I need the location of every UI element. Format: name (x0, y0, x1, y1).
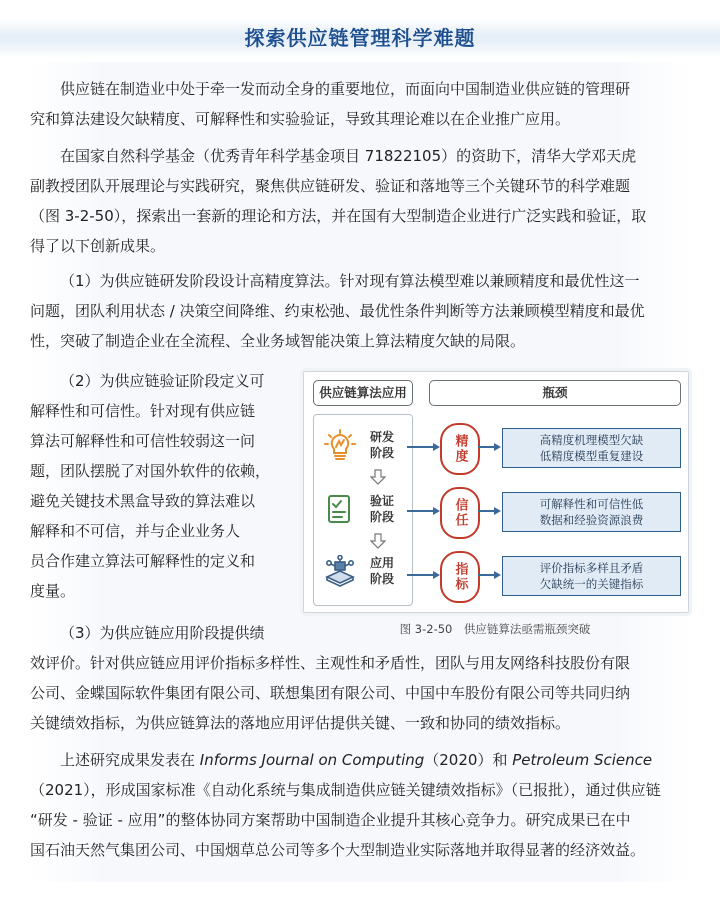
text-line: 员合作建立算法可解释性的定义和 (30, 552, 256, 570)
figure-caption: 图 3-2-50 供应链算法亟需瓶颈突破 (399, 622, 591, 636)
text-span: （2020）和 (424, 751, 513, 769)
arrow-right-icon (407, 442, 441, 452)
text-line: （图 3-2-50），探索出一套新的理论和方法，并在国有大型制造企业进行广泛实践和验证，取 (30, 207, 647, 225)
text-line: 关键绩效指标，为供应链算法的落地应用评估提供关键、一致和协同的绩效指标。 (30, 714, 571, 732)
text-line: 副教授团队开展理论与实践研究，聚焦供应链研发、验证和落地等三个关键环节的科学难题 (30, 177, 631, 195)
down-arrow-icon (370, 533, 386, 549)
bottleneck-line: 高精度机理模型欠缺 (539, 433, 644, 447)
bottleneck-box-verification (502, 492, 681, 532)
text-line: 国石油天然气集团公司、中国烟草总公司等多个大型制造业实际落地并取得显著的经济效益。 (30, 841, 646, 859)
stage-label-application: 应用阶段 (370, 556, 395, 586)
text-line: 公司、金蝶国际软件集团有限公司、联想集团有限公司、中国中车股份有限公司等共同归纳 (30, 684, 631, 702)
text-line: 在国家自然科学基金（优秀青年科学基金项目 71822105）的资助下，清华大学邓天虎 (60, 147, 637, 165)
badge-precision: 精度 (440, 423, 480, 475)
figure-header-bottleneck: 瓶颈 (429, 380, 681, 406)
text-line: 解释性和可信性。针对现有供应链 (30, 402, 256, 420)
bottleneck-line: 数据和经验资源浪费 (539, 513, 644, 527)
arrow-right-icon (478, 442, 502, 452)
bottleneck-line: 欠缺统一的关键指标 (539, 577, 644, 591)
arrow-right-icon (407, 570, 441, 580)
text-line: 题，团队摆脱了对国外软件的依赖， (30, 462, 271, 480)
text-line: 度量。 (30, 582, 76, 600)
text-line (30, 745, 690, 775)
down-arrow-icon (370, 469, 386, 485)
text-line: 避免关键技术黑盒导致的算法难以 (30, 492, 256, 510)
bottleneck-box-application (502, 556, 681, 596)
journal-name: Petroleum Science (512, 751, 653, 769)
arrow-right-icon (407, 506, 441, 516)
figure-header-applications: 供应链算法应用 (313, 380, 413, 406)
text-line: 问题，团队利用状态 / 决策空间降维、约束松弛、最优性条件判断等方法兼顾模型精度和最优 (30, 302, 645, 320)
text-line: 究和算法建设欠缺精度、可解释性和实验验证，导致其理论难以在企业推广应用。 (30, 110, 571, 128)
bottleneck-line: 低精度模型重复建设 (539, 449, 644, 463)
stage-label-research: 研发阶段 (370, 430, 395, 460)
text-line: 算法可解释性和可信性较弱这一问 (30, 432, 256, 450)
arrow-right-icon (478, 570, 502, 580)
text-line: 解释和不可信，并与企业业务人 (30, 522, 241, 540)
text-line: “研发 - 验证 - 应用”的整体协同方案帮助中国制造企业提升其核心竞争力。研究成果已在中 (30, 811, 631, 829)
text-line: （1）为供应链研发阶段设计高精度算法。针对现有算法模型难以兼顾精度和最优性这一 (60, 272, 640, 290)
text-span: 上述研究成果发表在 (60, 751, 200, 769)
page-title: 探索供应链管理科学难题 (244, 26, 476, 50)
checklist-icon (324, 493, 356, 525)
badge-trust: 信任 (440, 487, 480, 539)
text-line: （3）为供应链应用阶段提供绩 (60, 624, 265, 642)
figure-supply-chain-bottleneck (303, 371, 689, 613)
text-line: 效评价。针对供应链应用评价指标多样性、主观性和矛盾性，团队与用友网络科技股份有限 (30, 654, 631, 672)
bottleneck-line: 评价指标多样且矛盾 (539, 561, 644, 575)
text-line: 得了以下创新成果。 (30, 237, 166, 255)
stage-panel (313, 414, 413, 606)
bottleneck-box-research (502, 428, 681, 468)
arrow-right-icon (478, 506, 502, 516)
stage-label-verification: 验证阶段 (370, 494, 395, 524)
journal-name: Informs Journal on Computing (199, 751, 425, 769)
text-line: 供应链在制造业中处于牵一发而动全身的重要地位，而面向中国制造业供应链的管理研 (60, 80, 631, 98)
text-line: 性，突破了制造企业在全流程、全业务域智能决策上算法精度欠缺的局限。 (30, 332, 526, 350)
network-platform-icon (324, 555, 356, 587)
lightbulb-gear-icon (324, 429, 356, 461)
bottleneck-line: 可解释性和可信性低 (539, 497, 644, 511)
text-line: （2021），形成国家标准《自动化系统与集成制造供应链关键绩效指标》（已报批），通过供应链 (30, 781, 661, 799)
text-line: （2）为供应链验证阶段定义可 (60, 372, 265, 390)
badge-metrics: 指标 (440, 551, 480, 603)
